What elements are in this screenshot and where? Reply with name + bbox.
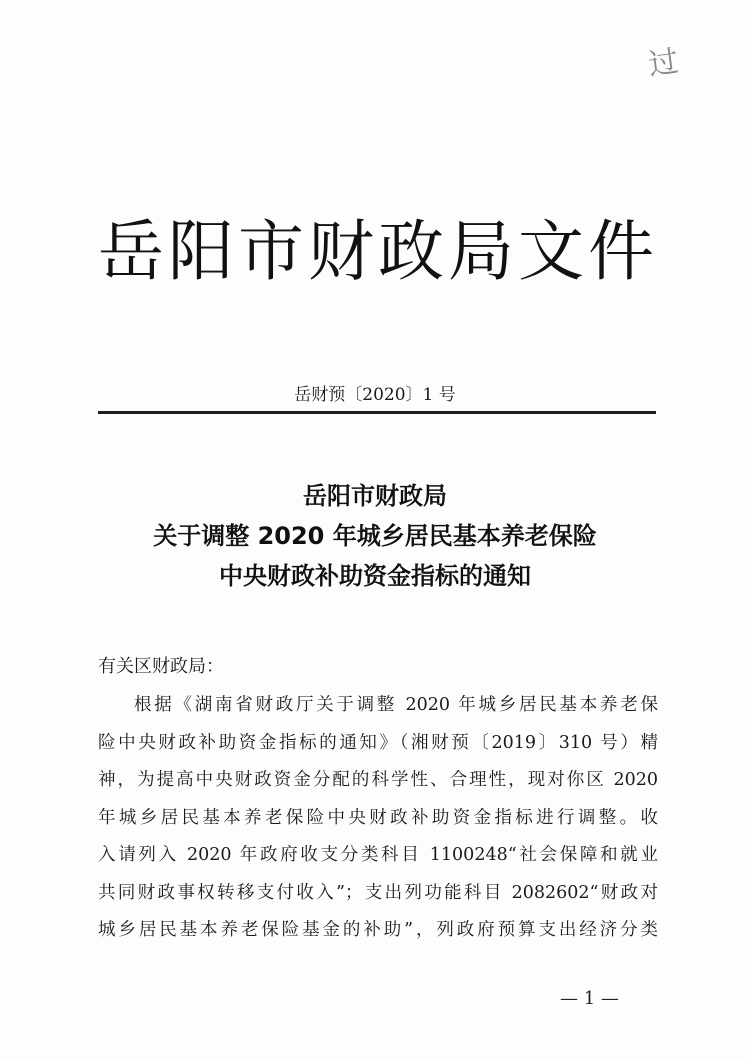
notice-title-line-1: 岳阳市财政局 bbox=[303, 482, 447, 510]
body-line: 城乡居民基本养老保险基金的补助”，列政府预算支出经济分类 bbox=[98, 920, 658, 940]
document-number: 岳财预〔2020〕1 号 bbox=[294, 385, 456, 405]
body-line: 根据《湖南省财政厅关于调整 2020 年城乡居民基本养老保 bbox=[134, 695, 658, 715]
notice-title bbox=[0, 476, 750, 596]
body-line: 年城乡居民基本养老保险中央财政补助资金指标进行调整。收 bbox=[98, 807, 658, 828]
header-divider bbox=[98, 411, 656, 414]
handwritten-mark: 过 bbox=[646, 44, 679, 83]
body-line: 神，为提高中央财政资金分配的科学性、合理性，现对你区 2020 bbox=[98, 770, 658, 790]
body-text bbox=[98, 692, 658, 955]
body-line: 入请列入 2020 年政府收支分类科目 1100248“社会保障和就业 bbox=[98, 845, 658, 865]
notice-title-line-3: 中央财政补助资金指标的通知 bbox=[219, 562, 531, 590]
document-header-title: 岳阳市财政局文件 bbox=[98, 213, 658, 290]
body-line: 险中央财政补助资金指标的通知》（湘财预〔2019〕310 号）精 bbox=[98, 732, 658, 753]
body-line: 共同财政事权转移支付收入”；支出列功能科目 2082602“财政对 bbox=[98, 882, 658, 903]
salutation: 有关区财政局： bbox=[98, 656, 224, 677]
notice-title-line-2: 关于调整 2020 年城乡居民基本养老保险 bbox=[153, 522, 597, 550]
page-number: — 1 — bbox=[560, 988, 619, 1009]
